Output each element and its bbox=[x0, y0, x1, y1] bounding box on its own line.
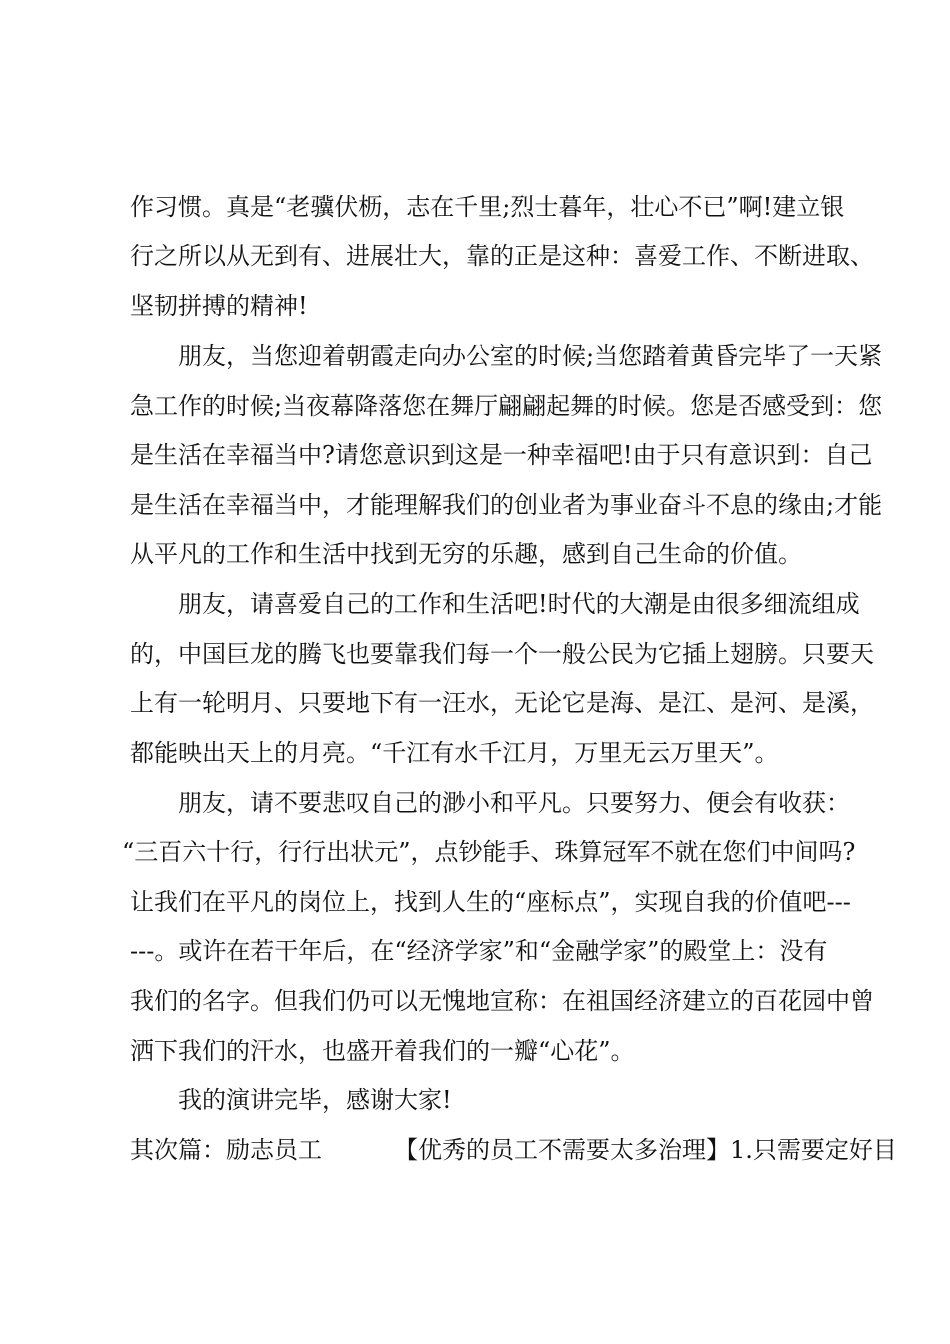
text-line: 是生活在幸福当中，才能理解我们的创业者为事业奋斗不息的缘由;才能 bbox=[130, 491, 883, 519]
text-line: ---。或许在若干年后，在“经济学家”和“金融学家”的殿堂上：没有 bbox=[130, 937, 828, 965]
text-line: 我们的名字。但我们仍可以无愧地宣称：在祖国经济建立的百花园中曾 bbox=[130, 987, 874, 1015]
text-line: 让我们在平凡的岗位上，找到人生的“座标点”，实现自我的价值吧--- bbox=[130, 888, 851, 916]
text-line: 朋友，当您迎着朝霞走向办公室的时候;当您踏着黄昏完毕了一天紧 bbox=[178, 342, 883, 370]
text-line: 行之所以从无到有、进展壮大，靠的正是这种：喜爱工作、不断进取、 bbox=[130, 242, 874, 270]
text-line: 是生活在幸福当中?请您意识到这是一种幸福吧!由于只有意识到：自己 bbox=[130, 441, 873, 469]
next-section-text: 【优秀的员工不需要太多治理】1.只需要定好目 bbox=[394, 1136, 897, 1164]
text-line: 朋友，请不要悲叹自己的渺小和平凡。只要努力、便会有收获： bbox=[178, 789, 850, 817]
text-line: 坚韧拼搏的精神! bbox=[130, 292, 308, 320]
text-line: 上有一轮明月、只要地下有一汪水，无论它是海、是江、是河、是溪， bbox=[130, 689, 874, 717]
next-section-line bbox=[0, 1134, 950, 1166]
text-line: 作习惯。真是“老骥伏枥，志在千里;烈士暮年，壮心不已”啊!建立银 bbox=[130, 193, 845, 221]
next-section-heading: 其次篇：励志员工 bbox=[130, 1136, 322, 1164]
text-line: 急工作的时候;当夜幕降落您在舞厅翩翩起舞的时候。您是否感受到：您 bbox=[130, 392, 883, 420]
text-line: 从平凡的工作和生活中找到无穷的乐趣，感到自己生命的价值。 bbox=[130, 540, 802, 568]
text-line: “三百六十行，行行出状元”，点钞能手、珠算冠军不就在您们中间吗? bbox=[122, 838, 856, 866]
text-line: 都能映出天上的月亮。“千江有水千江月，万里无云万里天”。 bbox=[130, 739, 779, 767]
text-line: 我的演讲完毕，感谢大家! bbox=[178, 1086, 452, 1114]
text-line: 的，中国巨龙的腾飞也要靠我们每一个一般公民为它插上翅膀。只要天 bbox=[130, 640, 874, 668]
text-line: 朋友，请喜爱自己的工作和生活吧!时代的大潮是由很多细流组成 bbox=[178, 590, 860, 618]
text-line: 洒下我们的汗水，也盛开着我们的一瓣“心花”。 bbox=[130, 1037, 635, 1065]
